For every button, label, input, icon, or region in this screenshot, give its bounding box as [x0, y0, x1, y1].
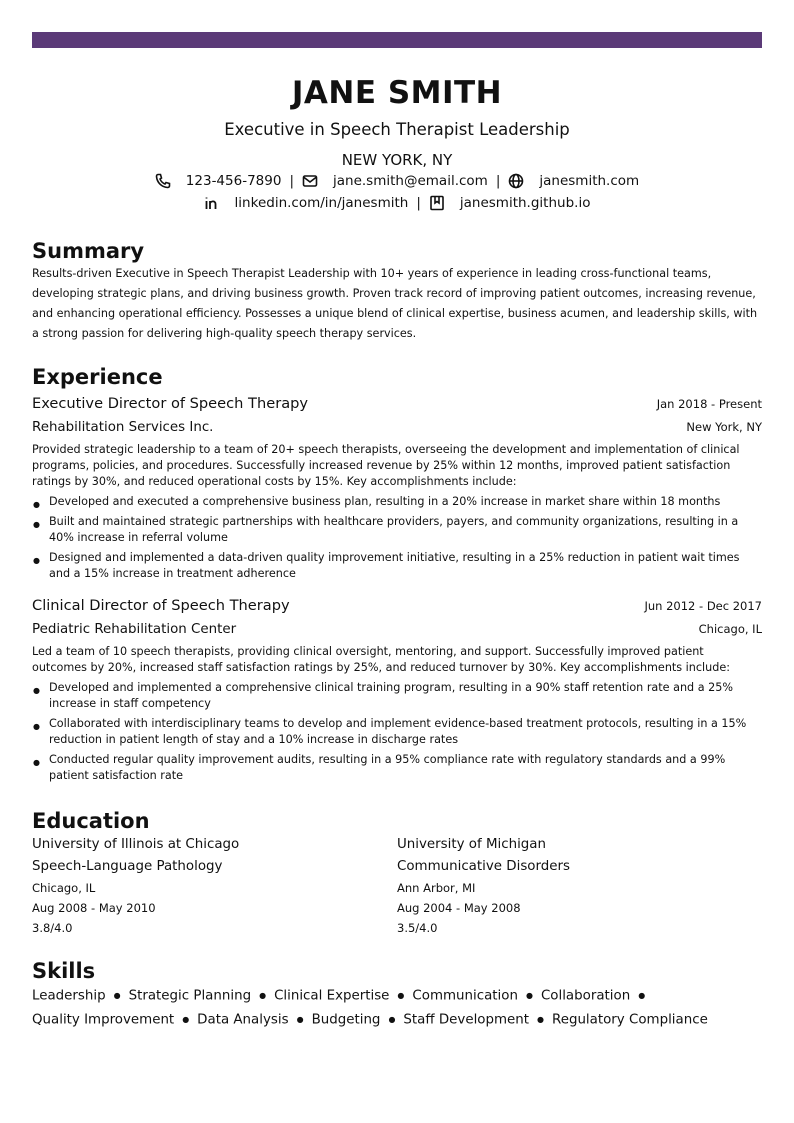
accent-bar	[32, 32, 762, 48]
skills-heading: Skills	[32, 959, 96, 983]
bullet-separator: ●	[397, 991, 405, 1000]
separator: |	[495, 173, 501, 189]
school-name: University of Illinois at Chicago	[32, 837, 240, 852]
job-title: Clinical Director of Speech Therapy	[32, 597, 290, 614]
bullet-separator: ●	[296, 1014, 304, 1024]
skill-item: Communication	[412, 988, 518, 1004]
skills-line-1	[32, 984, 762, 1008]
contact-row-1	[32, 170, 762, 192]
linkedin-link[interactable]: linkedin.com/in/janesmith	[234, 195, 409, 211]
skills-line-2	[32, 1008, 762, 1032]
bullet-separator: ●	[259, 991, 267, 1000]
list-item: ● Developed and executed a comprehensive business plan, resulting in a 20% increase in market share within 18 months	[32, 494, 762, 510]
job-title: Executive Director of Speech Therapy	[32, 395, 309, 412]
education-dates: Aug 2008 - May 2010	[32, 901, 156, 915]
education-entry	[32, 834, 397, 938]
job-dates: Jun 2012 - Dec 2017	[644, 599, 762, 613]
degree: Communicative Disorders	[397, 859, 570, 874]
summary-heading: Summary	[32, 239, 145, 263]
skill-item: Data Analysis	[197, 1012, 289, 1027]
education-grid	[32, 834, 762, 938]
bookmark-icon	[429, 195, 445, 211]
resume-page	[32, 32, 762, 1031]
job-location: Chicago, IL	[698, 622, 762, 636]
separator: |	[416, 195, 421, 211]
gpa: 3.8/4.0	[32, 921, 73, 935]
list-item: ● Built and maintained strategic partnerships with healthcare providers, payers, and community organizations, resulting in a 40% increase in referral volume	[32, 514, 762, 546]
contact-row-2	[32, 192, 762, 214]
candidate-name: JANE SMITH	[291, 75, 503, 111]
company-name: Rehabilitation Services Inc.	[32, 420, 214, 435]
summary-text: Results-driven Executive in Speech Therapist Leadership with 10+ years of experience in leading cross-functional teams, developing strategic plans, and driving business growth. Proven track record of improving patient outcomes, increasing revenue, and enhancing operational efficiency. Possesses a unique blend of clinical expertise, business acumen, and leadership skills, with a strong passion for delivering high-quality speech therapy services.	[32, 267, 758, 340]
list-item: ● Designed and implemented a data-driven quality improvement initiative, resulting in a 25% reduction in patient wait times and a 15% increase in treatment adherence	[32, 550, 762, 582]
website-link[interactable]: janesmith.com	[539, 173, 640, 189]
bullet-separator: ●	[182, 1014, 190, 1024]
accomplishment-list	[32, 680, 762, 784]
job-description: Provided strategic leadership to a team of 20+ speech therapists, overseeing the development and implementation of clinical programs, policies, and procedures. Successfully increased revenue by 25% within 12 months, improved patient satisfaction ratings by 30%, and reduced operational costs by 15%. Key accomplishments include:	[32, 443, 740, 488]
education-entry	[397, 834, 762, 938]
skill-item: Strategic Planning	[128, 988, 252, 1004]
job-location: New York, NY	[686, 420, 762, 434]
skill-item: Clinical Expertise	[274, 988, 390, 1004]
school-location: Ann Arbor, MI	[397, 881, 476, 895]
separator: |	[289, 173, 294, 189]
experience-heading: Experience	[32, 365, 163, 389]
job-dates: Jan 2018 - Present	[656, 397, 762, 411]
location: NEW YORK, NY	[341, 151, 453, 169]
bullet-separator: ●	[525, 991, 533, 1000]
skill-item: Leadership	[32, 988, 106, 1004]
skill-item: Quality Improvement	[32, 1012, 175, 1027]
job-entry	[32, 394, 762, 582]
school-location: Chicago, IL	[32, 881, 96, 895]
skill-item: Collaboration	[540, 988, 631, 1004]
email-link[interactable]: jane.smith@email.com	[333, 173, 488, 189]
bullet-separator: ●	[388, 1014, 396, 1024]
mail-icon	[302, 173, 318, 189]
bullet-separator: ●	[638, 991, 646, 1000]
globe-icon	[508, 173, 524, 189]
headline: Executive in Speech Therapist Leadership	[224, 120, 570, 139]
skill-item: Regulatory Compliance	[552, 1012, 708, 1027]
gpa: 3.5/4.0	[397, 921, 438, 935]
list-item: ● Conducted regular quality improvement audits, resulting in a 95% compliance rate with regulatory standards and a 99% patient satisfaction rate	[32, 752, 762, 784]
education-dates: Aug 2004 - May 2008	[397, 901, 521, 915]
list-item: ● Developed and implemented a comprehensive clinical training program, resulting in a 90% staff retention rate and a 25% increase in staff competency	[32, 680, 762, 712]
job-entry	[32, 596, 762, 784]
school-name: University of Michigan	[397, 837, 547, 852]
accomplishment-list	[32, 494, 762, 582]
degree: Speech-Language Pathology	[32, 859, 223, 874]
company-name: Pediatric Rehabilitation Center	[32, 622, 237, 637]
job-description: Led a team of 10 speech therapists, providing clinical oversight, mentoring, and support. Successfully improved patient outcomes by 20%, increased staff satisfaction ratings by 25%, and reduced turnover by 30%. Key accomplishments include:	[32, 645, 730, 674]
list-item: ● Collaborated with interdisciplinary teams to develop and implement evidence-based treatment protocols, resulting in a 15% reduction in patient length of stay and a 10% increase in discharge rates	[32, 716, 762, 748]
portfolio-link[interactable]: janesmith.github.io	[459, 195, 591, 211]
skill-item: Staff Development	[403, 1012, 530, 1027]
bullet-separator: ●	[113, 991, 121, 1000]
phone-icon	[155, 173, 171, 189]
bullet-separator: ●	[537, 1014, 544, 1024]
education-heading: Education	[32, 809, 150, 833]
phone-number[interactable]: 123-456-7890	[185, 173, 282, 189]
linkedin-icon	[204, 195, 220, 211]
resume-header	[32, 75, 762, 214]
skill-item: Budgeting	[311, 1012, 381, 1027]
